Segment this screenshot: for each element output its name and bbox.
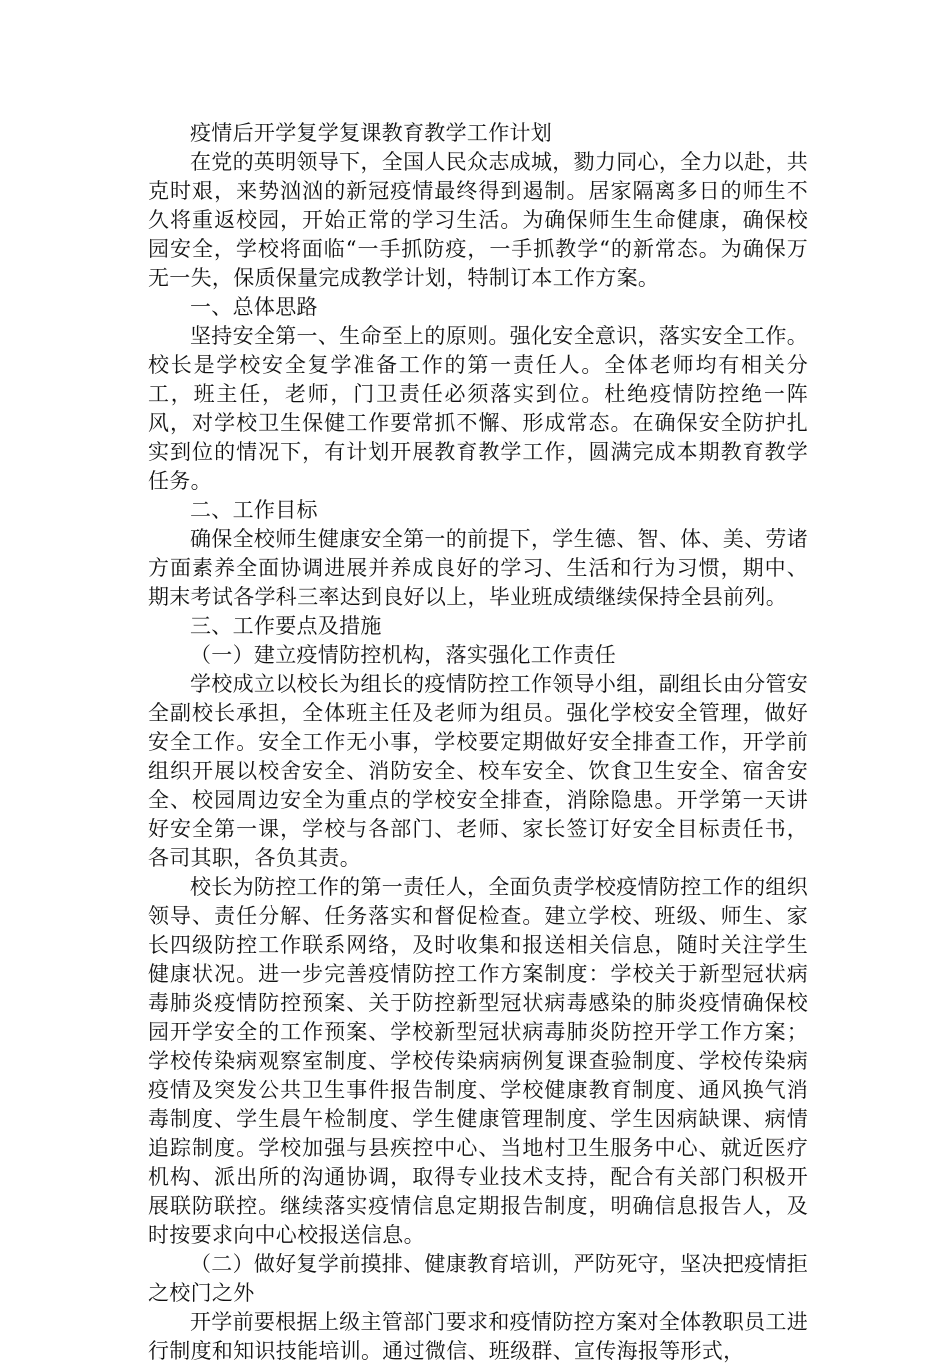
document-title: 疫情后开学复学复课教育教学工作计划 [190, 121, 553, 145]
subsection-heading-1: （一）建立疫情防控机构，落实强化工作责任 [190, 643, 616, 667]
section-heading-key-points: 三、工作要点及措施 [190, 614, 382, 638]
paragraph-intro: 在党的英明领导下，全国人民众志成城，勠力同心，全力以赴，共克时艰，来势汹汹的新冠疫情最终得到遏制。居家隔离多日的师生不久将重返校园，开始正常的学习生活。为确保师生生命健康，确保校园安全，学校将面临“一手抓防疫，一手抓教学“的新常态。为确保万无一失，保质保量完成教学计划，特制订本工作方案。 [148, 150, 808, 290]
paragraph-training: 开学前要根据上级主管部门要求和疫情防控方案对全体教职员工进行制度和知识技能培训。通过微信、班级群、宣传海报等形式， [148, 1310, 808, 1363]
paragraph-work-goals: 确保全校师生健康安全第一的前提下，学生德、智、体、美、劳诸方面素养全面协调进展并养成良好的学习、生活和行为习惯，期中、期末考试各学科三率达到良好以上，毕业班成绩继续保持全县前列。 [148, 527, 808, 609]
document-body [148, 119, 808, 1366]
paragraph-overall-approach: 坚持安全第一、生命至上的原则。强化安全意识，落实安全工作。校长是学校安全复学准备工作的第一责任人。全体老师均有相关分工，班主任，老师，门卫责任必须落实到位。杜绝疫情防控绝一阵风，对学校卫生保健工作要常抓不懈、形成常态。在确保安全防护扎实到位的情况下，有计划开展教育教学工作，圆满完成本期教育教学任务。 [148, 324, 808, 493]
paragraph-principal-responsibility: 校长为防控工作的第一责任人，全面负责学校疫情防控工作的组织领导、责任分解、任务落实和督促检查。建立学校、班级、师生、家长四级防控工作联系网络，及时收集和报送相关信息，随时关注学生健康状况。进一步完善疫情防控工作方案制度：学校关于新型冠状病毒肺炎疫情防控预案、关于防控新型冠状病毒感染的肺炎疫情确保校园开学安全的工作预案、学校新型冠状病毒肺炎防控开学工作方案；学校传染病观察室制度、学校传染病病例复课查验制度、学校传染病疫情及突发公共卫生事件报告制度、学校健康教育制度、通风换气消毒制度、学生晨午检制度、学生健康管理制度、学生因病缺课、病情追踪制度。学校加强与县疾控中心、当地村卫生服务中心、就近医疗机构、派出所的沟通协调，取得专业技术支持，配合有关部门积极开展联防联控。继续落实疫情信息定期报告制度，明确信息报告人，及时按要求向中心校报送信息。 [148, 875, 808, 1247]
paragraph-leadership-group: 学校成立以校长为组长的疫情防控工作领导小组，副组长由分管安全副校长承担，全体班主任及老师为组员。强化学校安全管理，做好安全工作。安全工作无小事，学校要定期做好安全排查工作，开学前组织开展以校舍安全、消防安全、校车安全、饮食卫生安全、宿舍安全、校园周边安全为重点的学校安全排查，消除隐患。开学第一天讲好安全第一课，学校与各部门、老师、家长签订好安全目标责任书，各司其职，各负其责。 [148, 672, 808, 870]
section-heading-work-goals: 二、工作目标 [190, 498, 318, 522]
section-heading-overall-approach: 一、总体思路 [190, 295, 318, 319]
subsection-heading-2: （二）做好复学前摸排、健康教育培训，严防死守，坚决把疫情拒之校门之外 [148, 1252, 808, 1305]
